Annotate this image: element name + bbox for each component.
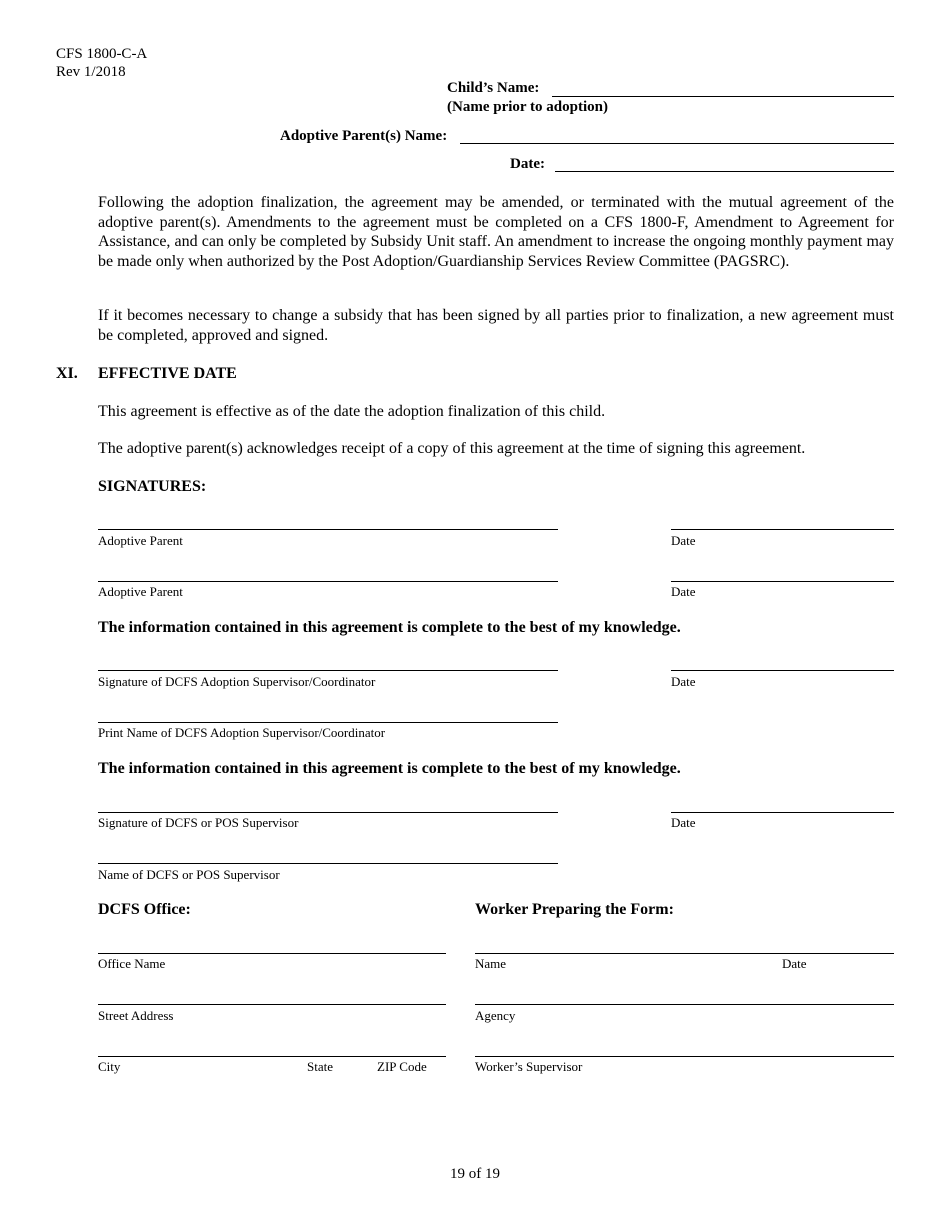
- city-label: City: [98, 1059, 121, 1074]
- supervisor-signature-line[interactable]: [98, 670, 558, 671]
- amendment-paragraph: Following the adoption finalization, the agreement may be amended, or terminated with the mutual agreement of the adoptive parent(s). Amendments to the agreement must be completed on a CFS 1800-F, Amendment to Agreement for Assistance, and can only be completed by Subsidy Unit staff. An amendment to increase the ongoing monthly payment may be made only when authorized by the Post Adoption/Guardianship Services Review Committee (PAGSRC).: [98, 194, 894, 270]
- supervisor-date-label: Date: [671, 674, 696, 689]
- city-state-zip-line[interactable]: [98, 1056, 446, 1057]
- pos-supervisor-name-label: Name of DCFS or POS Supervisor: [98, 867, 280, 882]
- form-id: [56, 45, 147, 81]
- adoptive-parent-2-date-line[interactable]: [671, 581, 894, 582]
- pos-supervisor-name-line[interactable]: [98, 863, 558, 864]
- adoptive-parent-1-label: Adoptive Parent: [98, 533, 183, 548]
- worker-date-label: Date: [782, 956, 807, 971]
- worker-heading: Worker Preparing the Form:: [475, 901, 674, 918]
- office-name-label: Office Name: [98, 956, 166, 971]
- certification-statement-1: The information contained in this agreement is complete to the best of my knowledge.: [98, 619, 681, 636]
- supervisor-signature-label: Signature of DCFS Adoption Supervisor/Coordinator: [98, 674, 376, 689]
- pos-supervisor-signature-label: Signature of DCFS or POS Supervisor: [98, 815, 299, 830]
- adoptive-parent-1-date-label: Date: [671, 533, 696, 548]
- agency-line[interactable]: [475, 1004, 894, 1005]
- adoptive-parent-2-signature-line[interactable]: [98, 581, 558, 582]
- zip-code-label: ZIP Code: [377, 1059, 427, 1074]
- form-number: CFS 1800-C-A: [56, 46, 148, 62]
- state-label: State: [307, 1059, 333, 1074]
- adoptive-parent-2-label: Adoptive Parent: [98, 584, 183, 599]
- receipt-acknowledgement-text: The adoptive parent(s) acknowledges receipt of a copy of this agreement at the time of signing this agreement.: [98, 440, 806, 457]
- worker-supervisor-label: Worker’s Supervisor: [475, 1059, 583, 1074]
- worker-name-line[interactable]: [475, 953, 894, 954]
- header-date-field[interactable]: [555, 171, 894, 172]
- section-number: XI.: [56, 365, 78, 382]
- certification-statement-2: The information contained in this agreement is complete to the best of my knowledge.: [98, 760, 681, 777]
- adoptive-parents-field[interactable]: [460, 143, 894, 144]
- header-date-label: Date:: [510, 156, 545, 172]
- childs-name-field[interactable]: [552, 96, 894, 97]
- form-revision: Rev 1/2018: [56, 64, 126, 80]
- pos-supervisor-date-line[interactable]: [671, 812, 894, 813]
- pos-supervisor-signature-line[interactable]: [98, 812, 558, 813]
- childs-name-note: (Name prior to adoption): [447, 99, 608, 115]
- childs-name-label: Child’s Name:: [447, 80, 540, 96]
- dcfs-office-heading: DCFS Office:: [98, 901, 191, 918]
- office-name-line[interactable]: [98, 953, 446, 954]
- adoptive-parent-2-date-label: Date: [671, 584, 696, 599]
- supervisor-print-name-label: Print Name of DCFS Adoption Supervisor/Coordinator: [98, 725, 386, 740]
- signatures-heading: SIGNATURES:: [98, 478, 207, 495]
- adoptive-parents-label: Adoptive Parent(s) Name:: [280, 128, 448, 144]
- adoptive-parent-1-date-line[interactable]: [671, 529, 894, 530]
- effective-date-text: This agreement is effective as of the date the adoption finalization of this child.: [98, 403, 606, 420]
- worker-supervisor-line[interactable]: [475, 1056, 894, 1057]
- pos-supervisor-date-label: Date: [671, 815, 696, 830]
- subsidy-change-paragraph: If it becomes necessary to change a subsidy that has been signed by all parties prior to finalization, a new agreement must be completed, approved and signed.: [98, 307, 894, 344]
- agency-label: Agency: [475, 1008, 516, 1023]
- worker-name-label: Name: [475, 956, 507, 971]
- section-title: EFFECTIVE DATE: [98, 365, 237, 382]
- page-number: 19 of 19: [450, 1166, 500, 1182]
- street-address-line[interactable]: [98, 1004, 446, 1005]
- supervisor-print-name-line[interactable]: [98, 722, 558, 723]
- adoptive-parent-1-signature-line[interactable]: [98, 529, 558, 530]
- street-address-label: Street Address: [98, 1008, 174, 1023]
- supervisor-date-line[interactable]: [671, 670, 894, 671]
